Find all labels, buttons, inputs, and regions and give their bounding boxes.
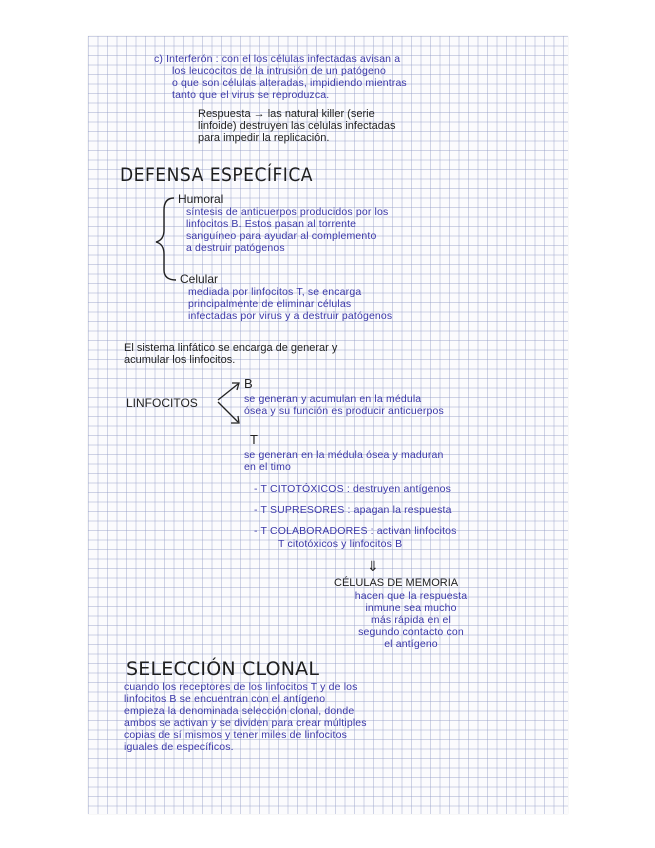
text-line: se generan y acumulan en la médula xyxy=(244,393,422,405)
linfocito-b-label: B xyxy=(244,376,253,391)
text-line: segundo contacto con xyxy=(358,626,464,638)
text-line: o que son células alteradas, impidiendo mientras xyxy=(172,77,407,89)
text-line: tanto que el virus se reproduzca. xyxy=(172,89,330,101)
text-line: se generan en la médula ósea y maduran xyxy=(244,449,444,461)
text-line: infectadas por virus y a destruir patógenos xyxy=(188,310,393,322)
interferon-paragraph xyxy=(154,53,407,101)
seleccion-title: SELECCIÓN CLONAL xyxy=(126,658,320,680)
linfocito-t-label: T xyxy=(250,432,258,447)
text-line: linfocitos B. Estos pasan al torrente xyxy=(186,218,357,230)
text-line: cuando los receptores de los linfocitos T y de los xyxy=(124,681,358,693)
defensa-title: DEFENSA ESPECÍFICA xyxy=(120,164,313,186)
text-line: mediada por linfocitos T, se encarga xyxy=(188,286,362,298)
sistema-linfatico-text xyxy=(124,342,337,366)
text-line: más rápida en el xyxy=(370,614,452,626)
t-citotoxicos-item: - T CITOTÓXICOS : destruyen antígenos xyxy=(254,483,451,495)
text-line: ósea y su función es producir anticuerpos xyxy=(244,405,444,417)
text-line: Respuesta → las natural killer (serie xyxy=(198,108,375,120)
text-line: el antígeno xyxy=(384,638,438,650)
text-line: linfocitos B se encuentran con el antígeno xyxy=(124,693,326,705)
linfocito-b-text xyxy=(244,393,444,417)
linfocito-t-text xyxy=(244,449,444,473)
down-arrow: ⇓ xyxy=(367,558,379,574)
linfocitos-label: LINFOCITOS xyxy=(126,396,198,410)
text-line: a destruir patógenos xyxy=(186,242,285,254)
text-line: para impedir la replicación. xyxy=(198,132,330,144)
text-line: en el timo xyxy=(244,461,292,473)
text-line: síntesis de anticuerpos producidos por los xyxy=(186,206,389,218)
text-line: inmune sea mucho xyxy=(365,602,457,614)
text-line: hacen que la respuesta xyxy=(354,590,468,602)
text-line: sanguíneo para ayudar al complemento xyxy=(186,230,377,242)
text-line: principalmente de eliminar células xyxy=(188,298,352,310)
humoral-text xyxy=(186,206,388,254)
humoral-celular-brace xyxy=(152,194,182,284)
text-line: iguales de específicos. xyxy=(124,741,234,753)
memoria-text xyxy=(336,590,486,650)
text-line: linfoide) destruyen las celulas infectadas xyxy=(198,120,396,132)
text-line: El sistema linfático se encarga de generar y xyxy=(124,342,338,354)
interferon-answer xyxy=(198,108,396,144)
t-supresores-item: - T SUPRESORES : apagan la respuesta xyxy=(254,504,452,516)
t-colaboradores-item-cont: T citotóxicos y linfocitos B xyxy=(278,538,403,550)
text-line: acumular los linfocitos. xyxy=(124,354,236,366)
memoria-title: CÉLULAS DE MEMORIA xyxy=(334,577,459,589)
text-line: ambos se activan y se dividen para crear múltiples xyxy=(124,717,367,729)
text-line: copias de sí mismos y tener miles de linfocitos xyxy=(124,729,347,741)
text-line: los leucocitos de la intrusión de un patógeno xyxy=(172,65,386,77)
t-colaboradores-item: - T COLABORADORES : activan linfocitos xyxy=(254,525,457,537)
seleccion-text xyxy=(124,681,367,753)
text-line: empieza la denominada selección clonal, donde xyxy=(124,705,355,717)
humoral-label: Humoral xyxy=(178,192,224,206)
text-line: c) Interferón : con el los células infectadas avisan a xyxy=(154,53,401,65)
celular-label: Celular xyxy=(180,272,219,286)
celular-text xyxy=(188,286,392,322)
